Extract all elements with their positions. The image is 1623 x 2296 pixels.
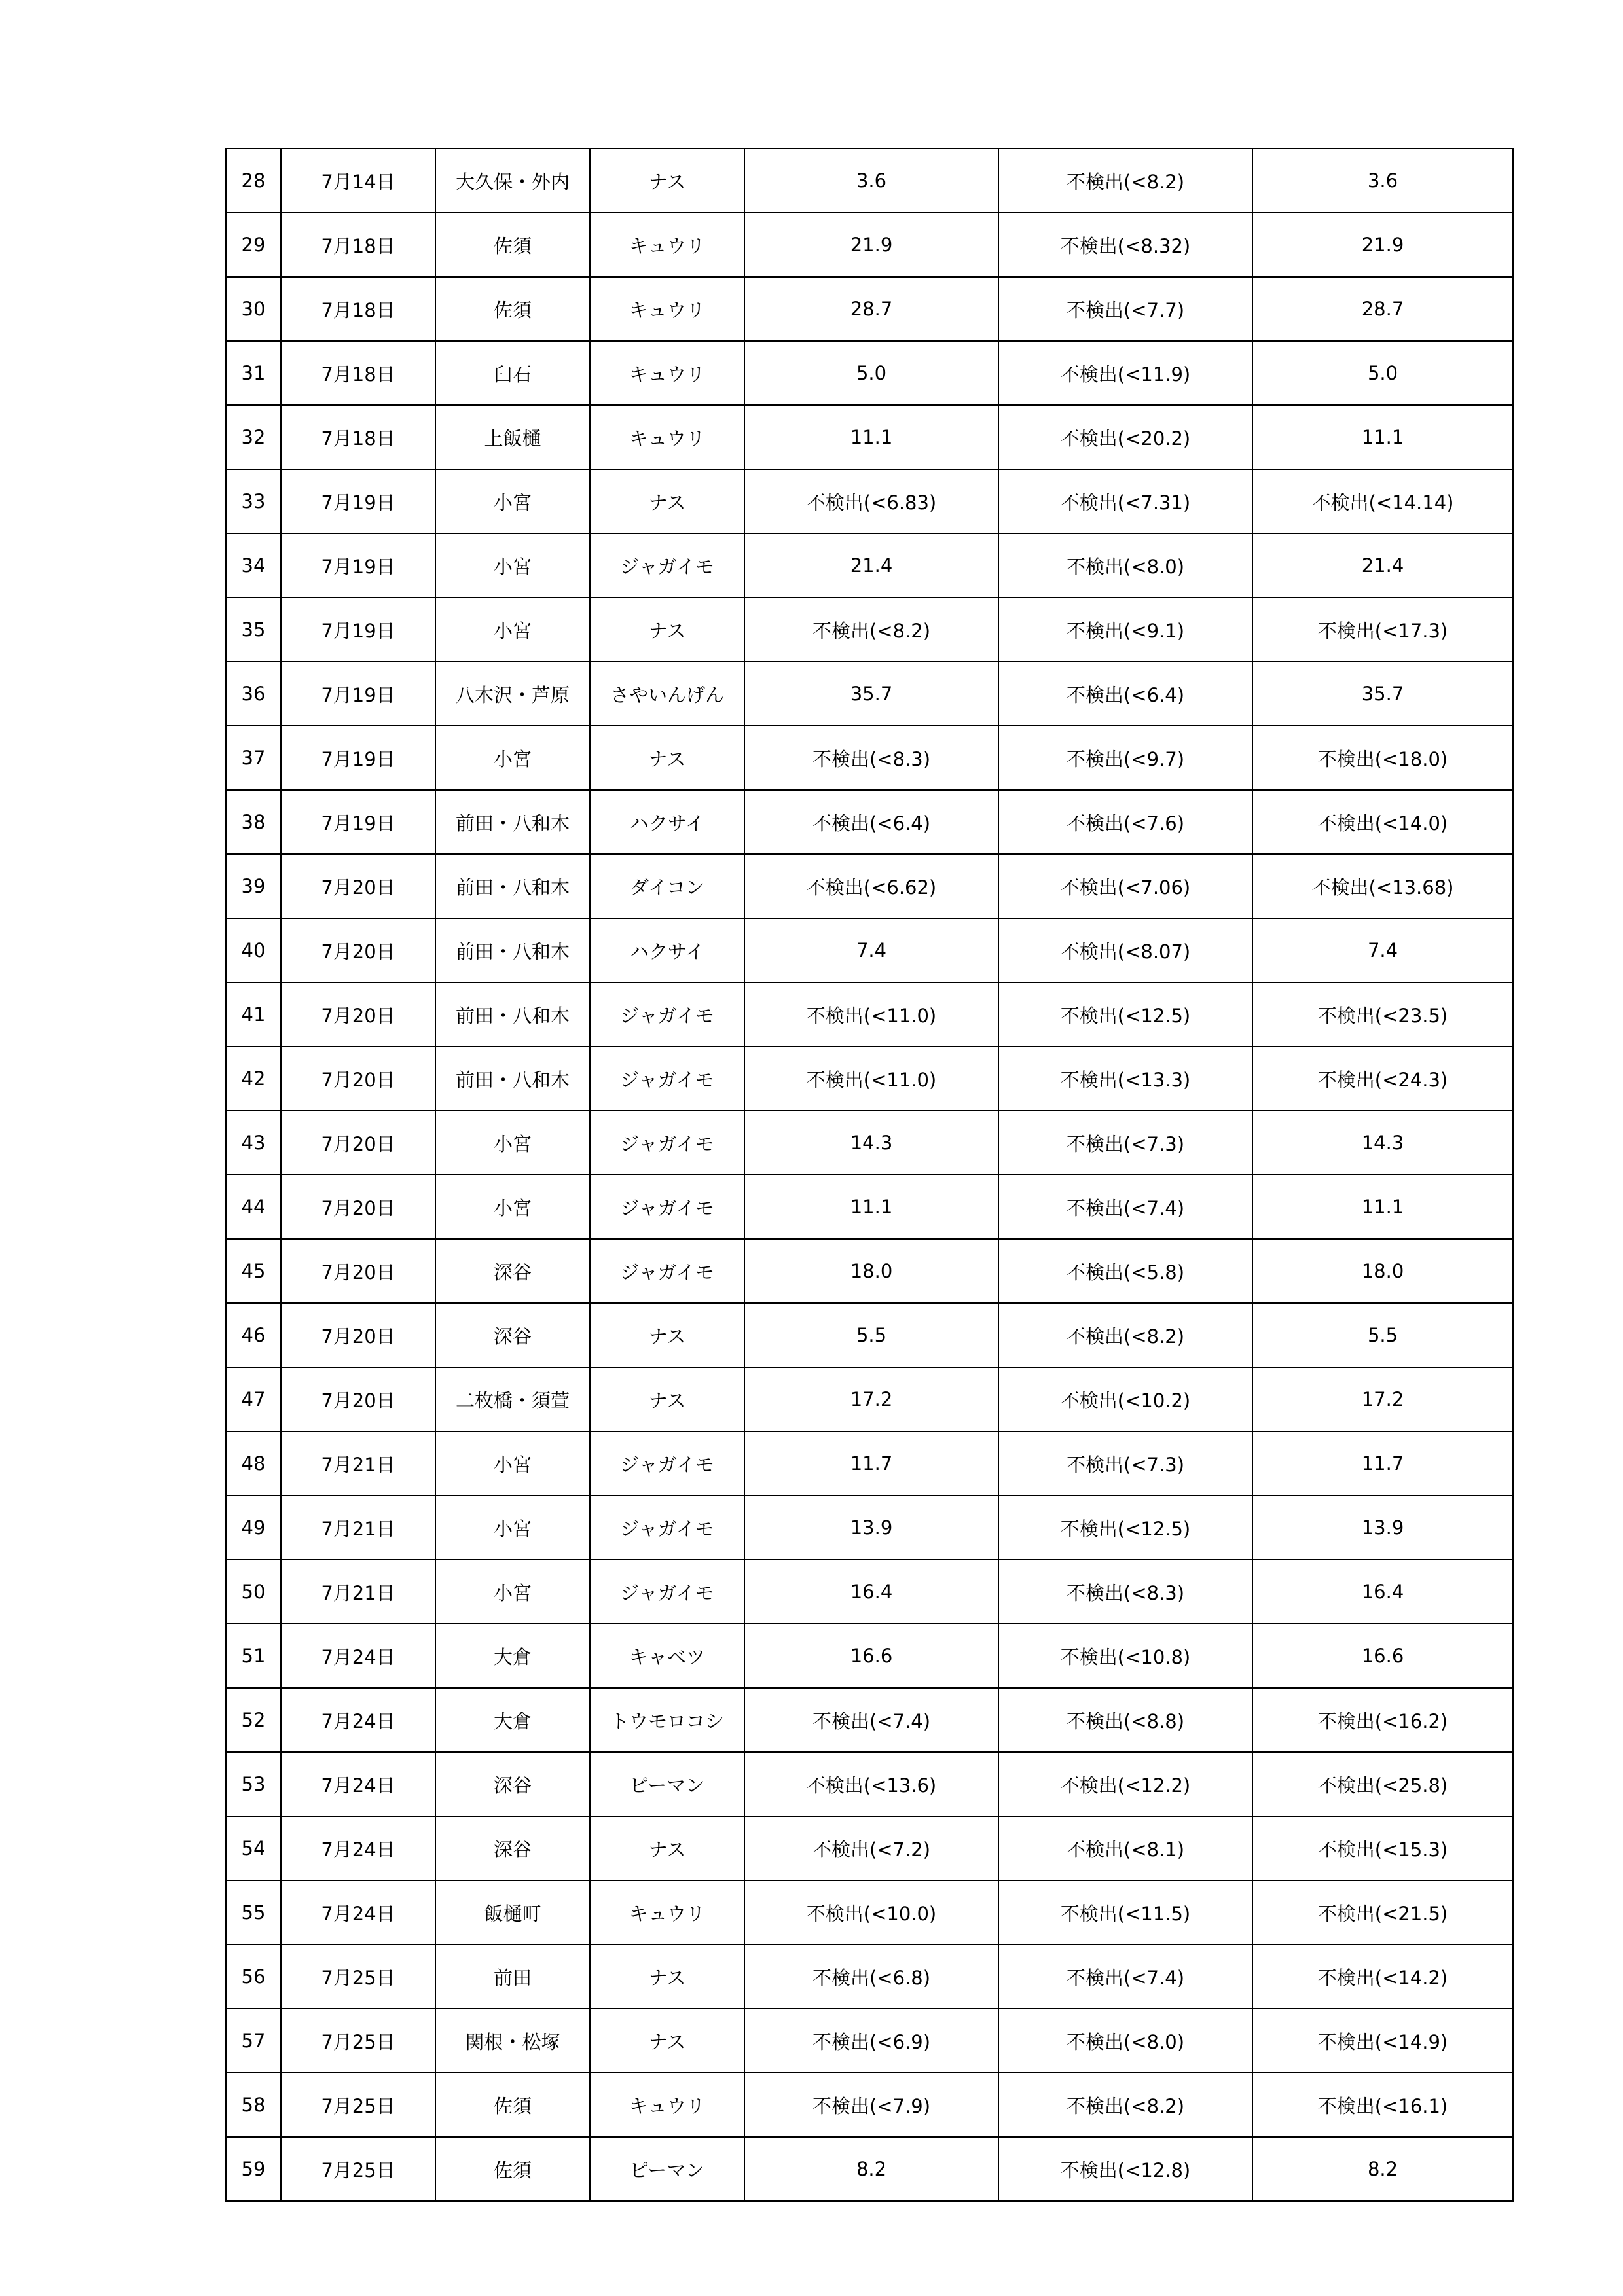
value-1-cell: 不検出(<7.2): [744, 1816, 998, 1880]
value-total-cell: 不検出(<24.3): [1252, 1047, 1513, 1111]
date-cell: 7月18日: [281, 341, 435, 405]
item-cell: ナス: [590, 1303, 744, 1367]
value-2-cell: 不検出(<5.8): [998, 1239, 1252, 1303]
value-1-cell: 不検出(<6.9): [744, 2009, 998, 2073]
value-total-cell: 14.3: [1252, 1111, 1513, 1175]
area-cell: 前田・八和木: [435, 1047, 590, 1111]
date-cell: 7月21日: [281, 1431, 435, 1496]
table-row: [226, 1945, 1513, 2009]
date-cell: 7月20日: [281, 918, 435, 982]
value-2-cell: 不検出(<12.5): [998, 982, 1252, 1047]
row-number-cell: 46: [226, 1303, 281, 1367]
item-cell: キュウリ: [590, 341, 744, 405]
row-number-cell: 34: [226, 533, 281, 598]
table-row: [226, 469, 1513, 533]
date-cell: 7月20日: [281, 854, 435, 918]
area-cell: 臼石: [435, 341, 590, 405]
date-cell: 7月19日: [281, 598, 435, 662]
date-cell: 7月20日: [281, 1303, 435, 1367]
row-number-cell: 28: [226, 149, 281, 213]
item-cell: ジャガイモ: [590, 1239, 744, 1303]
value-2-cell: 不検出(<12.2): [998, 1752, 1252, 1816]
value-2-cell: 不検出(<8.07): [998, 918, 1252, 982]
value-1-cell: 3.6: [744, 149, 998, 213]
item-cell: ナス: [590, 1945, 744, 2009]
value-2-cell: 不検出(<8.32): [998, 213, 1252, 277]
value-1-cell: 18.0: [744, 1239, 998, 1303]
area-cell: 前田・八和木: [435, 982, 590, 1047]
date-cell: 7月21日: [281, 1560, 435, 1624]
value-1-cell: 不検出(<13.6): [744, 1752, 998, 1816]
table-row: [226, 918, 1513, 982]
table-row: [226, 1367, 1513, 1431]
date-cell: 7月20日: [281, 1367, 435, 1431]
item-cell: ハクサイ: [590, 790, 744, 854]
value-total-cell: 16.6: [1252, 1624, 1513, 1688]
value-total-cell: 不検出(<21.5): [1252, 1880, 1513, 1945]
date-cell: 7月20日: [281, 1239, 435, 1303]
value-2-cell: 不検出(<7.4): [998, 1945, 1252, 2009]
table-row: [226, 790, 1513, 854]
value-1-cell: 13.9: [744, 1496, 998, 1560]
table-row: [226, 1047, 1513, 1111]
value-2-cell: 不検出(<13.3): [998, 1047, 1252, 1111]
date-cell: 7月25日: [281, 2073, 435, 2137]
item-cell: キュウリ: [590, 213, 744, 277]
item-cell: キュウリ: [590, 2073, 744, 2137]
area-cell: 八木沢・芦原: [435, 662, 590, 726]
value-total-cell: 不検出(<16.1): [1252, 2073, 1513, 2137]
row-number-cell: 56: [226, 1945, 281, 2009]
value-1-cell: 14.3: [744, 1111, 998, 1175]
value-2-cell: 不検出(<8.3): [998, 1560, 1252, 1624]
value-total-cell: 不検出(<14.14): [1252, 469, 1513, 533]
date-cell: 7月24日: [281, 1816, 435, 1880]
date-cell: 7月18日: [281, 213, 435, 277]
item-cell: さやいんげん: [590, 662, 744, 726]
value-2-cell: 不検出(<20.2): [998, 405, 1252, 469]
value-1-cell: 16.6: [744, 1624, 998, 1688]
row-number-cell: 49: [226, 1496, 281, 1560]
value-1-cell: 不検出(<7.9): [744, 2073, 998, 2137]
value-1-cell: 不検出(<6.83): [744, 469, 998, 533]
value-1-cell: 不検出(<10.0): [744, 1880, 998, 1945]
area-cell: 小宮: [435, 1560, 590, 1624]
item-cell: ナス: [590, 598, 744, 662]
row-number-cell: 48: [226, 1431, 281, 1496]
item-cell: ジャガイモ: [590, 1047, 744, 1111]
item-cell: キュウリ: [590, 1880, 744, 1945]
value-2-cell: 不検出(<6.4): [998, 662, 1252, 726]
value-2-cell: 不検出(<11.5): [998, 1880, 1252, 1945]
area-cell: 関根・松塚: [435, 2009, 590, 2073]
value-1-cell: 不検出(<6.62): [744, 854, 998, 918]
area-cell: 前田: [435, 1945, 590, 2009]
date-cell: 7月19日: [281, 662, 435, 726]
table-row: [226, 213, 1513, 277]
area-cell: 小宮: [435, 1111, 590, 1175]
table-row: [226, 982, 1513, 1047]
row-number-cell: 57: [226, 2009, 281, 2073]
date-cell: 7月20日: [281, 982, 435, 1047]
area-cell: 深谷: [435, 1303, 590, 1367]
value-total-cell: 不検出(<23.5): [1252, 982, 1513, 1047]
value-2-cell: 不検出(<8.2): [998, 1303, 1252, 1367]
value-2-cell: 不検出(<7.7): [998, 277, 1252, 341]
row-number-cell: 55: [226, 1880, 281, 1945]
item-cell: ナス: [590, 149, 744, 213]
row-number-cell: 47: [226, 1367, 281, 1431]
value-1-cell: 不検出(<6.8): [744, 1945, 998, 2009]
row-number-cell: 53: [226, 1752, 281, 1816]
area-cell: 小宮: [435, 598, 590, 662]
area-cell: 前田・八和木: [435, 790, 590, 854]
table-row: [226, 2073, 1513, 2137]
value-total-cell: 7.4: [1252, 918, 1513, 982]
value-total-cell: 21.4: [1252, 533, 1513, 598]
date-cell: 7月19日: [281, 533, 435, 598]
date-cell: 7月20日: [281, 1111, 435, 1175]
row-number-cell: 30: [226, 277, 281, 341]
date-cell: 7月24日: [281, 1752, 435, 1816]
area-cell: 飯樋町: [435, 1880, 590, 1945]
item-cell: トウモロコシ: [590, 1688, 744, 1752]
table-row: [226, 277, 1513, 341]
item-cell: ジャガイモ: [590, 533, 744, 598]
date-cell: 7月24日: [281, 1880, 435, 1945]
value-2-cell: 不検出(<7.4): [998, 1175, 1252, 1239]
value-total-cell: 11.7: [1252, 1431, 1513, 1496]
table-row: [226, 1624, 1513, 1688]
value-1-cell: 11.7: [744, 1431, 998, 1496]
value-2-cell: 不検出(<7.06): [998, 854, 1252, 918]
date-cell: 7月19日: [281, 726, 435, 790]
area-cell: 深谷: [435, 1752, 590, 1816]
value-total-cell: 28.7: [1252, 277, 1513, 341]
table-row: [226, 341, 1513, 405]
row-number-cell: 58: [226, 2073, 281, 2137]
item-cell: キュウリ: [590, 277, 744, 341]
value-2-cell: 不検出(<8.0): [998, 533, 1252, 598]
table-row: [226, 533, 1513, 598]
table-row: [226, 726, 1513, 790]
date-cell: 7月20日: [281, 1175, 435, 1239]
value-1-cell: 5.5: [744, 1303, 998, 1367]
item-cell: ナス: [590, 469, 744, 533]
value-total-cell: 13.9: [1252, 1496, 1513, 1560]
row-number-cell: 35: [226, 598, 281, 662]
row-number-cell: 31: [226, 341, 281, 405]
value-2-cell: 不検出(<11.9): [998, 341, 1252, 405]
table-row: [226, 662, 1513, 726]
value-1-cell: 35.7: [744, 662, 998, 726]
date-cell: 7月14日: [281, 149, 435, 213]
table-row: [226, 2009, 1513, 2073]
row-number-cell: 45: [226, 1239, 281, 1303]
table-row: [226, 2137, 1513, 2201]
row-number-cell: 39: [226, 854, 281, 918]
date-cell: 7月19日: [281, 790, 435, 854]
area-cell: 大久保・外内: [435, 149, 590, 213]
date-cell: 7月24日: [281, 1624, 435, 1688]
value-total-cell: 17.2: [1252, 1367, 1513, 1431]
row-number-cell: 59: [226, 2137, 281, 2201]
area-cell: 前田・八和木: [435, 854, 590, 918]
value-2-cell: 不検出(<9.1): [998, 598, 1252, 662]
item-cell: ジャガイモ: [590, 1560, 744, 1624]
value-total-cell: 不検出(<14.0): [1252, 790, 1513, 854]
value-total-cell: 不検出(<25.8): [1252, 1752, 1513, 1816]
table-row: [226, 1303, 1513, 1367]
item-cell: ナス: [590, 2009, 744, 2073]
value-1-cell: 11.1: [744, 405, 998, 469]
value-2-cell: 不検出(<8.8): [998, 1688, 1252, 1752]
item-cell: ピーマン: [590, 1752, 744, 1816]
row-number-cell: 37: [226, 726, 281, 790]
table-row: [226, 1752, 1513, 1816]
date-cell: 7月25日: [281, 2137, 435, 2201]
value-2-cell: 不検出(<8.1): [998, 1816, 1252, 1880]
value-2-cell: 不検出(<7.31): [998, 469, 1252, 533]
value-total-cell: 35.7: [1252, 662, 1513, 726]
row-number-cell: 43: [226, 1111, 281, 1175]
item-cell: ナス: [590, 1816, 744, 1880]
area-cell: 深谷: [435, 1816, 590, 1880]
area-cell: 佐須: [435, 2073, 590, 2137]
row-number-cell: 32: [226, 405, 281, 469]
value-1-cell: 16.4: [744, 1560, 998, 1624]
row-number-cell: 54: [226, 1816, 281, 1880]
value-2-cell: 不検出(<12.8): [998, 2137, 1252, 2201]
area-cell: 二枚橋・須萱: [435, 1367, 590, 1431]
item-cell: ピーマン: [590, 2137, 744, 2201]
row-number-cell: 33: [226, 469, 281, 533]
area-cell: 大倉: [435, 1624, 590, 1688]
area-cell: 小宮: [435, 726, 590, 790]
date-cell: 7月24日: [281, 1688, 435, 1752]
value-2-cell: 不検出(<7.3): [998, 1431, 1252, 1496]
value-total-cell: 不検出(<14.2): [1252, 1945, 1513, 2009]
value-1-cell: 7.4: [744, 918, 998, 982]
date-cell: 7月25日: [281, 1945, 435, 2009]
value-2-cell: 不検出(<8.2): [998, 2073, 1252, 2137]
value-2-cell: 不検出(<8.2): [998, 149, 1252, 213]
value-total-cell: 不検出(<18.0): [1252, 726, 1513, 790]
value-total-cell: 8.2: [1252, 2137, 1513, 2201]
item-cell: ナス: [590, 1367, 744, 1431]
value-1-cell: 8.2: [744, 2137, 998, 2201]
row-number-cell: 40: [226, 918, 281, 982]
row-number-cell: 36: [226, 662, 281, 726]
value-1-cell: 不検出(<6.4): [744, 790, 998, 854]
item-cell: キュウリ: [590, 405, 744, 469]
value-2-cell: 不検出(<8.0): [998, 2009, 1252, 2073]
area-cell: 佐須: [435, 277, 590, 341]
table-row: [226, 854, 1513, 918]
area-cell: 佐須: [435, 213, 590, 277]
value-total-cell: 5.0: [1252, 341, 1513, 405]
value-1-cell: 21.4: [744, 533, 998, 598]
value-1-cell: 不検出(<11.0): [744, 1047, 998, 1111]
value-total-cell: 11.1: [1252, 405, 1513, 469]
table-row: [226, 1816, 1513, 1880]
value-total-cell: 16.4: [1252, 1560, 1513, 1624]
area-cell: 上飯樋: [435, 405, 590, 469]
item-cell: ナス: [590, 726, 744, 790]
area-cell: 小宮: [435, 1496, 590, 1560]
date-cell: 7月25日: [281, 2009, 435, 2073]
area-cell: 小宮: [435, 1175, 590, 1239]
table-row: [226, 1560, 1513, 1624]
table-row: [226, 1175, 1513, 1239]
item-cell: ジャガイモ: [590, 1496, 744, 1560]
table-row: [226, 149, 1513, 213]
item-cell: ジャガイモ: [590, 1431, 744, 1496]
item-cell: ハクサイ: [590, 918, 744, 982]
value-1-cell: 不検出(<8.2): [744, 598, 998, 662]
row-number-cell: 44: [226, 1175, 281, 1239]
table-row: [226, 1496, 1513, 1560]
item-cell: ジャガイモ: [590, 1175, 744, 1239]
area-cell: 小宮: [435, 1431, 590, 1496]
row-number-cell: 52: [226, 1688, 281, 1752]
value-total-cell: 18.0: [1252, 1239, 1513, 1303]
date-cell: 7月18日: [281, 277, 435, 341]
value-1-cell: 不検出(<7.4): [744, 1688, 998, 1752]
value-2-cell: 不検出(<10.8): [998, 1624, 1252, 1688]
item-cell: ジャガイモ: [590, 1111, 744, 1175]
value-total-cell: 21.9: [1252, 213, 1513, 277]
value-total-cell: 不検出(<16.2): [1252, 1688, 1513, 1752]
row-number-cell: 38: [226, 790, 281, 854]
value-2-cell: 不検出(<9.7): [998, 726, 1252, 790]
value-total-cell: 3.6: [1252, 149, 1513, 213]
date-cell: 7月21日: [281, 1496, 435, 1560]
table-body: [226, 149, 1513, 2201]
item-cell: キャベツ: [590, 1624, 744, 1688]
value-2-cell: 不検出(<7.3): [998, 1111, 1252, 1175]
value-total-cell: 不検出(<15.3): [1252, 1816, 1513, 1880]
area-cell: 小宮: [435, 533, 590, 598]
row-number-cell: 50: [226, 1560, 281, 1624]
table-row: [226, 1431, 1513, 1496]
row-number-cell: 51: [226, 1624, 281, 1688]
area-cell: 佐須: [435, 2137, 590, 2201]
value-total-cell: 11.1: [1252, 1175, 1513, 1239]
value-2-cell: 不検出(<12.5): [998, 1496, 1252, 1560]
measurement-table: [225, 148, 1514, 2202]
area-cell: 大倉: [435, 1688, 590, 1752]
item-cell: ダイコン: [590, 854, 744, 918]
value-1-cell: 5.0: [744, 341, 998, 405]
value-1-cell: 不検出(<8.3): [744, 726, 998, 790]
row-number-cell: 41: [226, 982, 281, 1047]
date-cell: 7月18日: [281, 405, 435, 469]
area-cell: 深谷: [435, 1239, 590, 1303]
row-number-cell: 29: [226, 213, 281, 277]
value-1-cell: 21.9: [744, 213, 998, 277]
date-cell: 7月19日: [281, 469, 435, 533]
row-number-cell: 42: [226, 1047, 281, 1111]
value-2-cell: 不検出(<10.2): [998, 1367, 1252, 1431]
area-cell: 小宮: [435, 469, 590, 533]
table-row: [226, 1111, 1513, 1175]
value-1-cell: 17.2: [744, 1367, 998, 1431]
value-total-cell: 不検出(<13.68): [1252, 854, 1513, 918]
area-cell: 前田・八和木: [435, 918, 590, 982]
table-row: [226, 1239, 1513, 1303]
value-2-cell: 不検出(<7.6): [998, 790, 1252, 854]
value-1-cell: 28.7: [744, 277, 998, 341]
date-cell: 7月20日: [281, 1047, 435, 1111]
value-total-cell: 不検出(<14.9): [1252, 2009, 1513, 2073]
table-row: [226, 1880, 1513, 1945]
item-cell: ジャガイモ: [590, 982, 744, 1047]
value-total-cell: 5.5: [1252, 1303, 1513, 1367]
value-total-cell: 不検出(<17.3): [1252, 598, 1513, 662]
table-row: [226, 598, 1513, 662]
value-1-cell: 11.1: [744, 1175, 998, 1239]
value-1-cell: 不検出(<11.0): [744, 982, 998, 1047]
table-row: [226, 405, 1513, 469]
table-row: [226, 1688, 1513, 1752]
